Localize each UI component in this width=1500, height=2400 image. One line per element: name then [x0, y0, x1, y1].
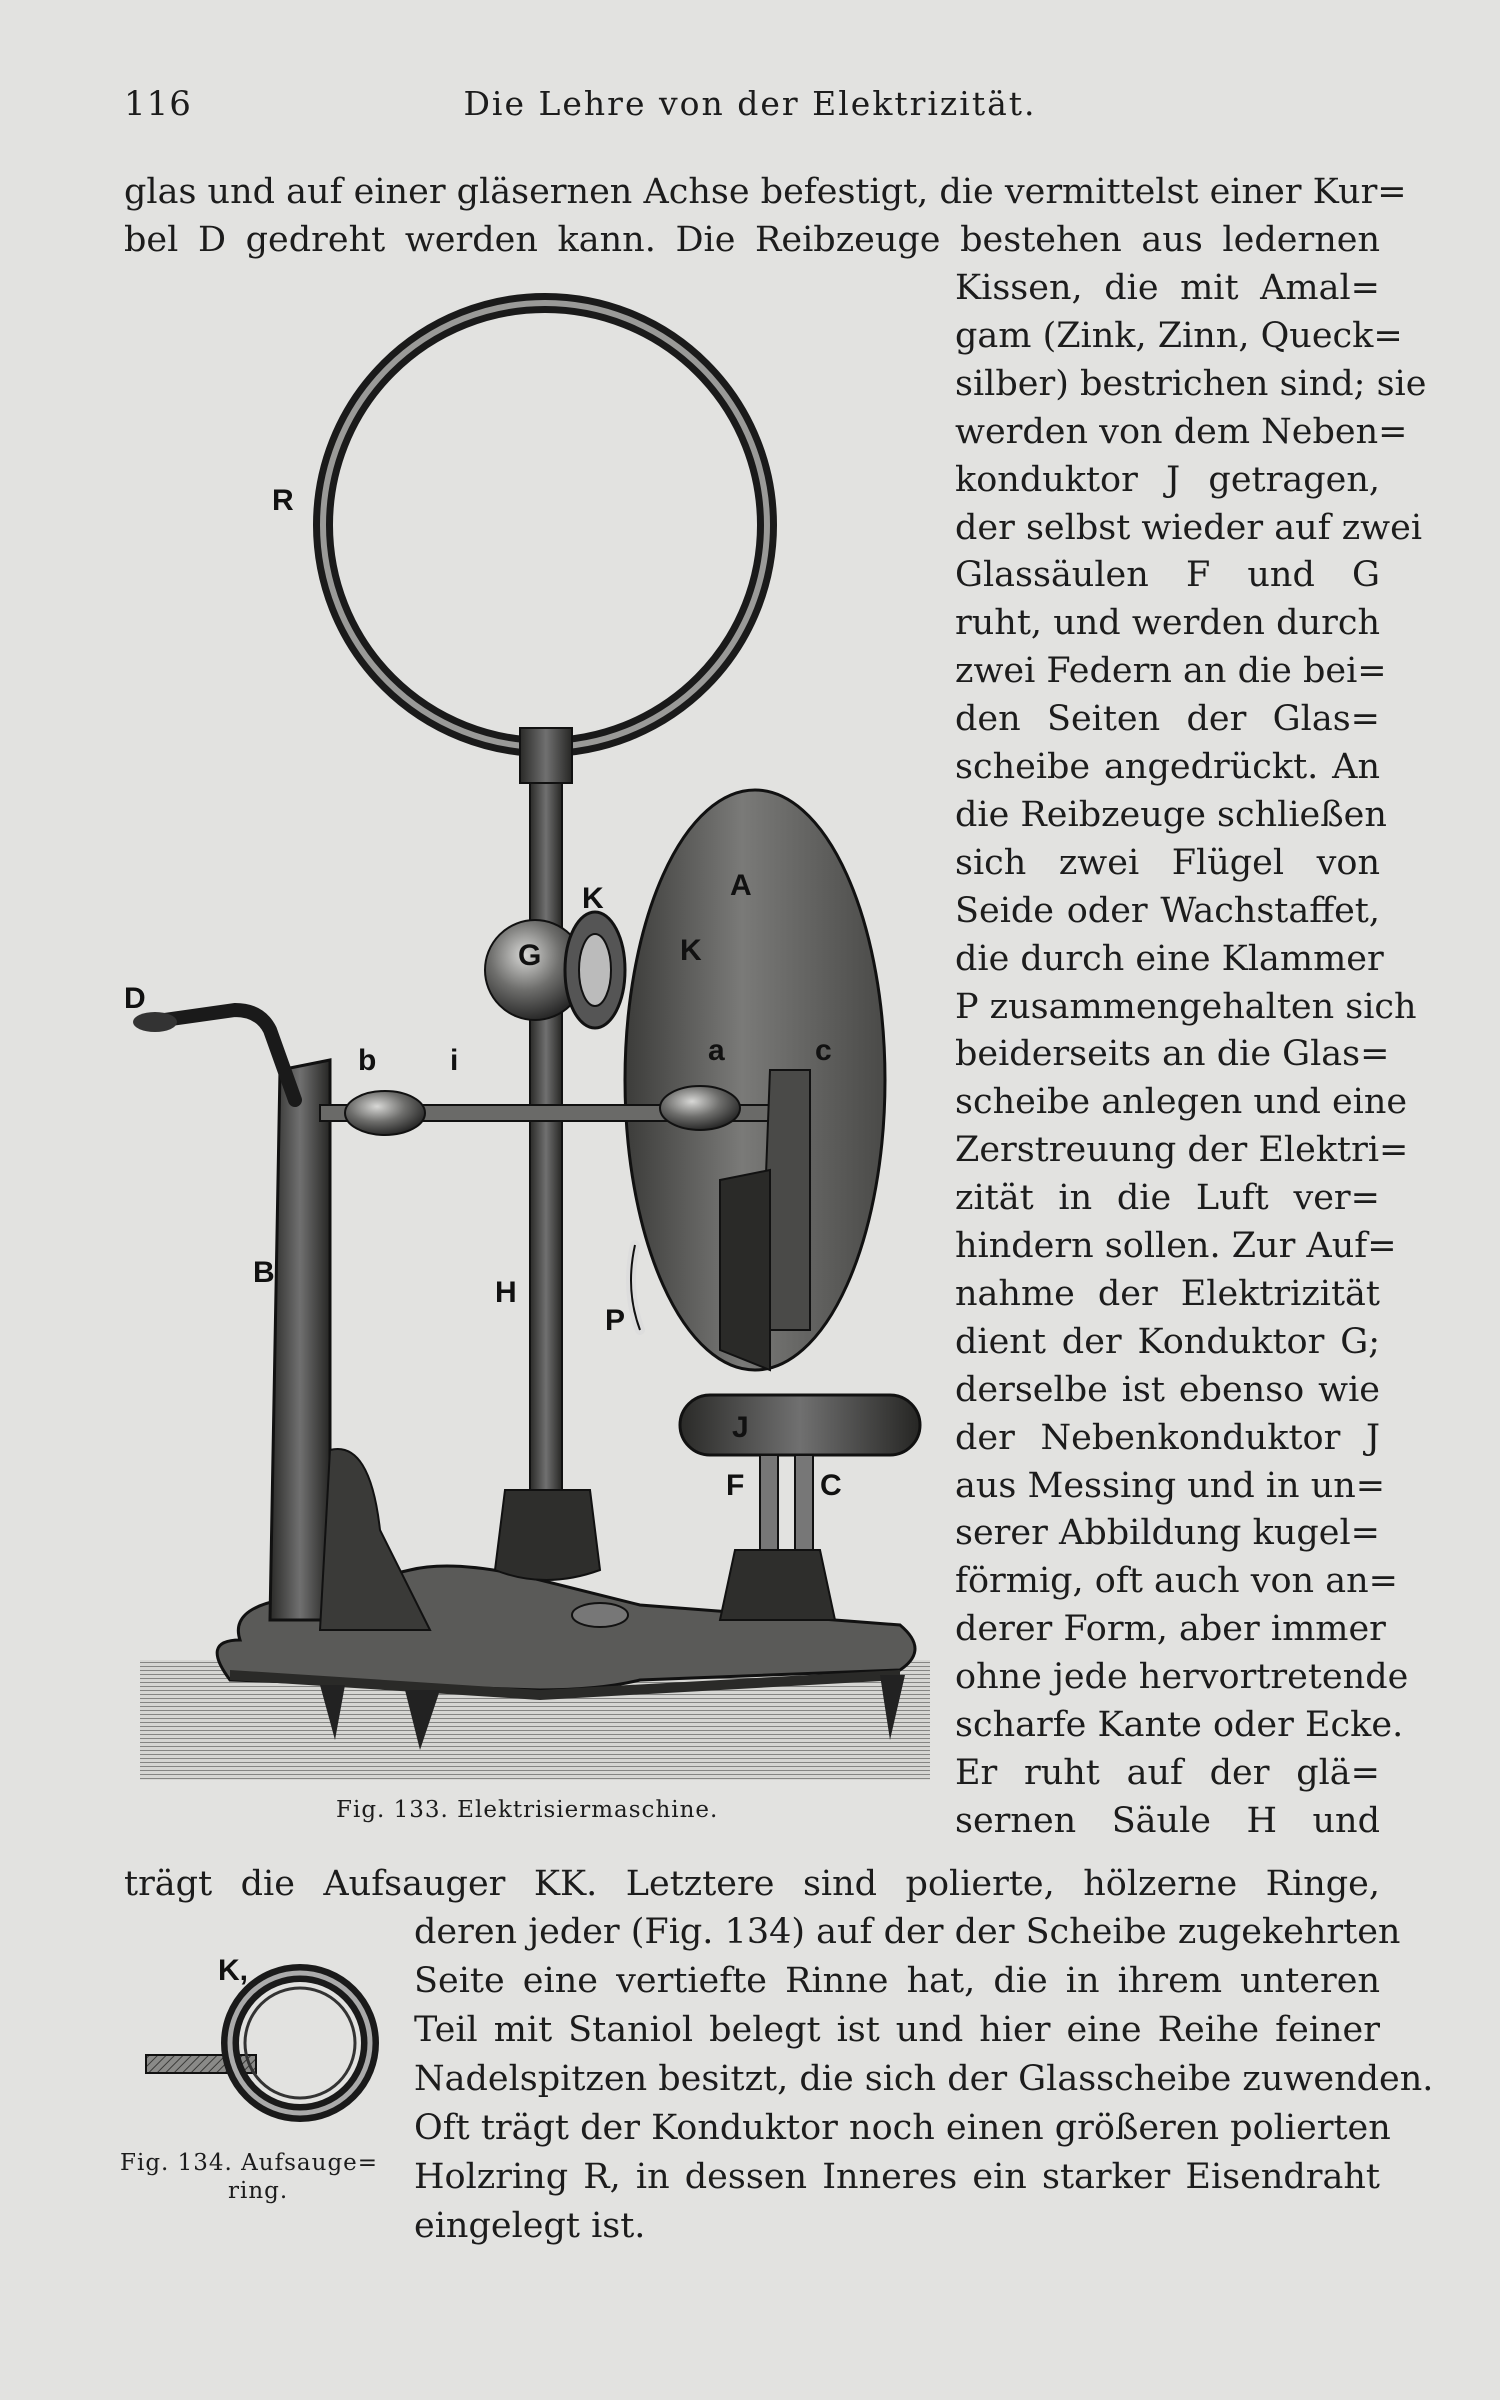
- text-line: die Reibzeuge schließen: [955, 794, 1387, 835]
- figure-134-collector-ring: [140, 1945, 390, 2130]
- label-C: C: [820, 1469, 842, 1502]
- text-line: sernen Säule H und: [955, 1800, 1380, 1841]
- text-line: deren jeder (Fig. 134) auf der der Scheibe zugekehrten: [414, 1912, 1401, 1952]
- text-line: den Seiten der Glas=: [955, 699, 1380, 740]
- running-title: Die Lehre von der Elektrizität.: [463, 84, 1037, 123]
- text-line: nahme der Elektrizität: [955, 1273, 1380, 1314]
- text-line: hindern sollen. Zur Auf=: [955, 1226, 1397, 1266]
- text-line: förmig, oft auch von an=: [955, 1561, 1398, 1602]
- figure-133-electrostatic-machine: [120, 270, 940, 1790]
- text-line: der Nebenkonduktor J: [955, 1417, 1380, 1458]
- text-line: die durch eine Klammer: [955, 938, 1384, 979]
- text-line: P zusammengehalten sich: [955, 986, 1417, 1027]
- text-line: scharfe Kante oder Ecke.: [955, 1705, 1404, 1745]
- text-line: bel D gedreht werden kann. Die Reibzeuge bestehen aus ledernen: [124, 220, 1380, 260]
- text-line: beiderseits an die Glas=: [955, 1034, 1390, 1075]
- text-line: Zerstreuung der Elektri=: [955, 1130, 1409, 1171]
- page-header: [124, 84, 1376, 134]
- label-i: i: [450, 1044, 459, 1077]
- text-line: zität in die Luft ver=: [955, 1178, 1380, 1219]
- text-line: dient der Konduktor G;: [955, 1321, 1380, 1362]
- text-line: trägt die Aufsauger KK. Letztere sind polierte, hölzerne Ringe,: [124, 1864, 1380, 1904]
- text-line: Oft trägt der Konduktor noch einen größeren polierten: [414, 2108, 1391, 2148]
- label-J: J: [732, 1411, 749, 1444]
- text-line: Kissen, die mit Amal=: [955, 268, 1380, 308]
- label-B: B: [253, 1256, 275, 1289]
- label-K: K: [582, 882, 604, 915]
- text-line: eingelegt ist.: [414, 2206, 646, 2246]
- text-line: werden von dem Neben=: [955, 411, 1408, 452]
- text-line: derer Form, aber immer: [955, 1609, 1386, 1650]
- label-b: b: [358, 1044, 377, 1077]
- text-line: Nadelspitzen besitzt, die sich der Glasscheibe zuwenden.: [414, 2059, 1434, 2099]
- label-R: R: [272, 484, 294, 517]
- label-A: A: [730, 869, 752, 902]
- text-line: konduktor J getragen,: [955, 459, 1380, 500]
- label-c: c: [815, 1034, 832, 1067]
- text-line: aus Messing und in un=: [955, 1465, 1386, 1506]
- label-K: K: [680, 934, 702, 967]
- text-line: scheibe anlegen und eine: [955, 1082, 1408, 1123]
- text-line: sich zwei Flügel von: [955, 842, 1380, 883]
- page-number: 116: [124, 84, 192, 124]
- text-line: ruht, und werden durch: [955, 603, 1380, 644]
- text-line: Glassäulen F und G: [955, 555, 1380, 596]
- text-line: der selbst wieder auf zwei: [955, 507, 1423, 548]
- text-line: glas und auf einer gläsernen Achse befestigt, die vermittelst einer Kur=: [124, 172, 1407, 212]
- text-line: Holzring R, in dessen Inneres ein starker Eisendraht: [414, 2157, 1380, 2197]
- text-line: gam (Zink, Zinn, Queck=: [955, 315, 1403, 356]
- figure-134-caption: Fig. 134. Aufsauge=: [120, 2150, 379, 2176]
- text-line: scheibe angedrückt. An: [955, 747, 1380, 787]
- text-line: silber) bestrichen sind; sie: [955, 363, 1427, 404]
- text-line: zwei Federn an die bei=: [955, 651, 1387, 692]
- label-a: a: [708, 1034, 725, 1067]
- label-P: P: [605, 1304, 626, 1337]
- label-F: F: [726, 1469, 745, 1502]
- text-line: Seite eine vertiefte Rinne hat, die in ihrem unteren: [414, 1961, 1380, 2001]
- figure-133-caption: Fig. 133. Elektrisiermaschine.: [336, 1797, 719, 1823]
- text-line: Er ruht auf der glä=: [955, 1752, 1380, 1793]
- label-H: H: [495, 1276, 517, 1309]
- text-line: serer Abbildung kugel=: [955, 1513, 1380, 1554]
- text-line: Seide oder Wachstaffet,: [955, 890, 1380, 931]
- label-D: D: [124, 982, 146, 1015]
- label-G: G: [518, 939, 542, 972]
- figure-134-caption: ring.: [228, 2178, 289, 2204]
- label-K1: K,: [218, 1954, 248, 1987]
- text-line: ohne jede hervortretende: [955, 1657, 1409, 1698]
- text-line: derselbe ist ebenso wie: [955, 1369, 1380, 1410]
- text-line: Teil mit Staniol belegt ist und hier eine Reihe feiner: [414, 2010, 1380, 2050]
